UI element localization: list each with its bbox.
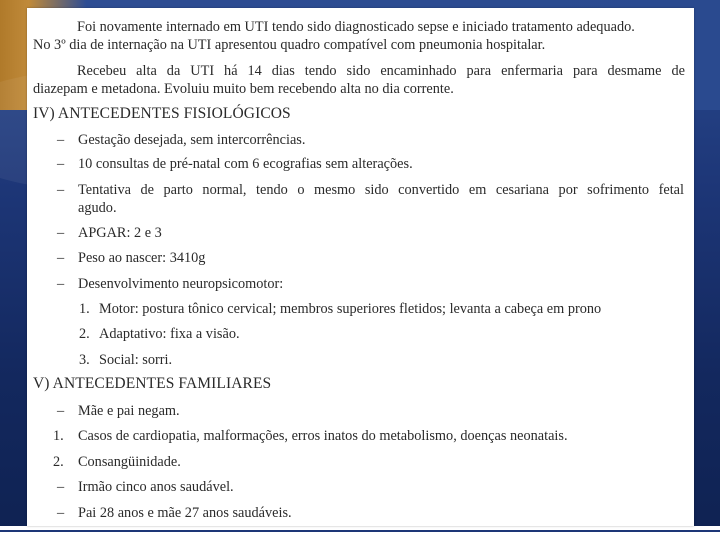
bullet-dash: – [57, 225, 65, 241]
list-item: Casos de cardiopatia, malformações, erros inatos do metabolismo, doenças neonatais. [78, 428, 568, 444]
list-item: Consangüinidade. [78, 454, 181, 470]
paragraph-line: No 3º dia de internação na UTI apresentou quadro compatível com pneumonia hospitalar. [33, 37, 546, 53]
sublist-number: 1. [79, 301, 90, 317]
list-item: Desenvolvimento neuropsicomotor: [78, 276, 284, 292]
list-item: Irmão cinco anos saudável. [78, 479, 234, 495]
paragraph-line: Foi novamente internado em UTI tendo sido diagnosticado sepse e iniciado tratamento adequado. [77, 19, 635, 35]
list-marker: – [57, 403, 65, 419]
list-marker: – [57, 505, 65, 521]
sublist-item: Adaptativo: fixa a visão. [99, 326, 240, 342]
document-page [27, 8, 694, 526]
bullet-dash: – [57, 276, 65, 292]
bullet-dash: – [57, 182, 65, 198]
list-item: Gestação desejada, sem intercorrências. [78, 132, 306, 148]
list-item: 10 consultas de pré-natal com 6 ecografias sem alterações. [78, 156, 413, 172]
bullet-dash: – [57, 132, 65, 148]
sublist-number: 3. [79, 352, 90, 368]
list-item: Mãe e pai negam. [78, 403, 180, 419]
bullet-dash: – [57, 156, 65, 172]
list-item-continuation: agudo. [78, 200, 117, 216]
section-heading-familiares: V) ANTECEDENTES FAMILIARES [33, 375, 272, 392]
slide-footer-bar [0, 526, 720, 540]
list-item: APGAR: 2 e 3 [78, 225, 162, 241]
list-marker: – [57, 479, 65, 495]
list-item: Pai 28 anos e mãe 27 anos saudáveis. [78, 505, 292, 521]
list-marker: 1. [53, 428, 64, 444]
sublist-item: Social: sorri. [99, 352, 173, 368]
sublist-number: 2. [79, 326, 90, 342]
sublist-item: Motor: postura tônico cervical; membros superiores fletidos; levanta a cabeça em prono [99, 301, 602, 317]
paragraph-line: diazepam e metadona. Evoluiu muito bem recebendo alta no dia corrente. [33, 81, 454, 97]
section-heading-fisiologicos: IV) ANTECEDENTES FISIOLÓGICOS [33, 105, 291, 122]
paragraph-line: Recebeu alta da UTI há 14 dias tendo sido encaminhado para enfermaria para desmame de [77, 63, 685, 79]
slide-footer-line [0, 530, 720, 532]
bullet-dash: – [57, 250, 65, 266]
list-marker: 2. [53, 454, 64, 470]
list-item: Tentativa de parto normal, tendo o mesmo sido convertido em cesariana por sofrimento fetal [78, 182, 684, 198]
list-item: Peso ao nascer: 3410g [78, 250, 206, 266]
